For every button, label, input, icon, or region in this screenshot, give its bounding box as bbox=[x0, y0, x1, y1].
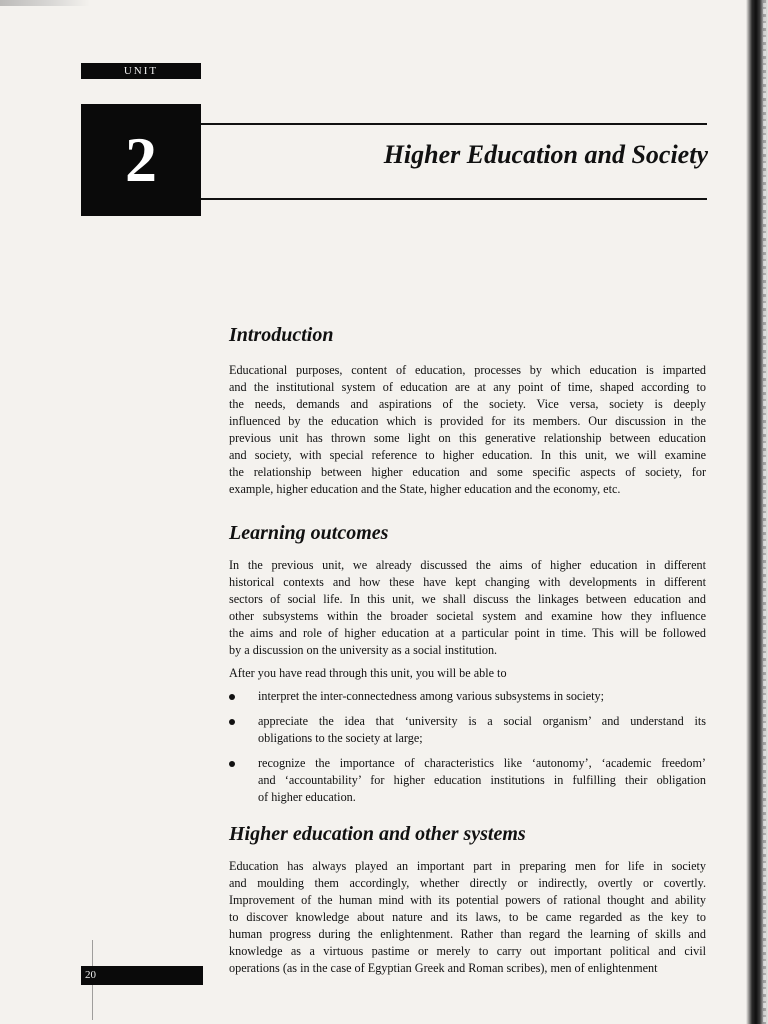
page-number: 20 bbox=[81, 966, 203, 985]
text-line: Educational purposes, content of education, processes by which education is imparted bbox=[229, 363, 706, 377]
text-line: and the institutional system of education are at any point of time, shaped according to bbox=[229, 380, 706, 394]
text-line: sectors of social life. In this unit, we shall discuss the linkages between education and bbox=[229, 592, 706, 606]
text-line: In the previous unit, we already discussed the aims of higher education in different bbox=[229, 558, 706, 572]
text-line: historical contexts and how these have kept changing with developments in different bbox=[229, 575, 706, 589]
list-item bbox=[229, 755, 706, 806]
text-line: and ‘accountability’ for higher education institutions in fulfilling their obligation bbox=[258, 773, 706, 787]
text-line: obligations to the society at large; bbox=[258, 731, 423, 745]
text-line: operations (as in the case of Egyptian Greek and Roman scribes), men of enlightenment bbox=[229, 961, 658, 975]
learning-outcomes-lead-in: After you have read through this unit, you will be able to bbox=[229, 666, 507, 680]
scan-smudge bbox=[0, 0, 90, 6]
text-line: and society, with special reference to higher education. In this unit, we will examine bbox=[229, 448, 706, 462]
learning-outcomes-list bbox=[229, 688, 706, 806]
text-line: by a discussion on the university as a social institution. bbox=[229, 643, 498, 657]
text-line: to discover knowledge about nature and its laws, to be came regarded as the key to bbox=[229, 910, 706, 924]
unit-label: UNIT bbox=[81, 63, 201, 79]
title-rule-top bbox=[201, 123, 707, 125]
other-systems-heading: Higher education and other systems bbox=[229, 823, 526, 845]
text-line: example, higher education and the State, higher education and the economy, etc. bbox=[229, 482, 621, 496]
text-line: and moulding them accordingly, whether directly or indirectly, overtly or covertly. bbox=[229, 876, 706, 890]
text-line: influenced by the education which is provided for its members. Our discussion in the bbox=[229, 414, 706, 428]
scan-binding-edge bbox=[746, 0, 768, 1024]
introduction-paragraph bbox=[229, 362, 706, 498]
text-line: human progress during the enlightenment. Rather than regard the learning of skills and bbox=[229, 927, 706, 941]
introduction-heading: Introduction bbox=[229, 324, 334, 346]
other-systems-paragraph bbox=[229, 858, 706, 977]
text-line: Improvement of the human mind with its potential powers of rational thought and ability bbox=[229, 893, 706, 907]
text-line: appreciate the idea that ‘university is a social organism’ and understand its bbox=[258, 714, 706, 728]
list-item bbox=[229, 713, 706, 747]
text-line: the needs, demands and aspirations of the society. Vice versa, society is deeply bbox=[229, 397, 706, 411]
text-line: previous unit has thrown some light on this generative relationship between education bbox=[229, 431, 706, 445]
list-item bbox=[229, 688, 706, 705]
bullet-icon bbox=[229, 694, 235, 700]
text-line: knowledge as a virtuous pastime or merely to carry out important political and civil bbox=[229, 944, 706, 958]
learning-outcomes-paragraph bbox=[229, 557, 706, 659]
unit-title: Higher Education and Society bbox=[383, 140, 708, 169]
text-line: of higher education. bbox=[258, 790, 356, 804]
learning-outcomes-heading: Learning outcomes bbox=[229, 522, 389, 544]
text-line: other subsystems within the broader societal system and examine how they influence bbox=[229, 609, 706, 623]
text-line: recognize the importance of characteristics like ‘autonomy’, ‘academic freedom’ bbox=[258, 756, 706, 770]
text-line: the relationship between higher education and some specific aspects of society, for bbox=[229, 465, 706, 479]
bullet-icon bbox=[229, 761, 235, 767]
text-line: the aims and role of higher education at a particular point in time. This will be followed bbox=[229, 626, 706, 640]
text-line: interpret the inter-connectedness among various subsystems in society; bbox=[258, 689, 604, 703]
title-rule-bottom bbox=[201, 198, 707, 200]
bullet-icon bbox=[229, 719, 235, 725]
unit-number: 2 bbox=[81, 104, 201, 216]
text-line: Education has always played an important part in preparing men for life in society bbox=[229, 859, 706, 873]
